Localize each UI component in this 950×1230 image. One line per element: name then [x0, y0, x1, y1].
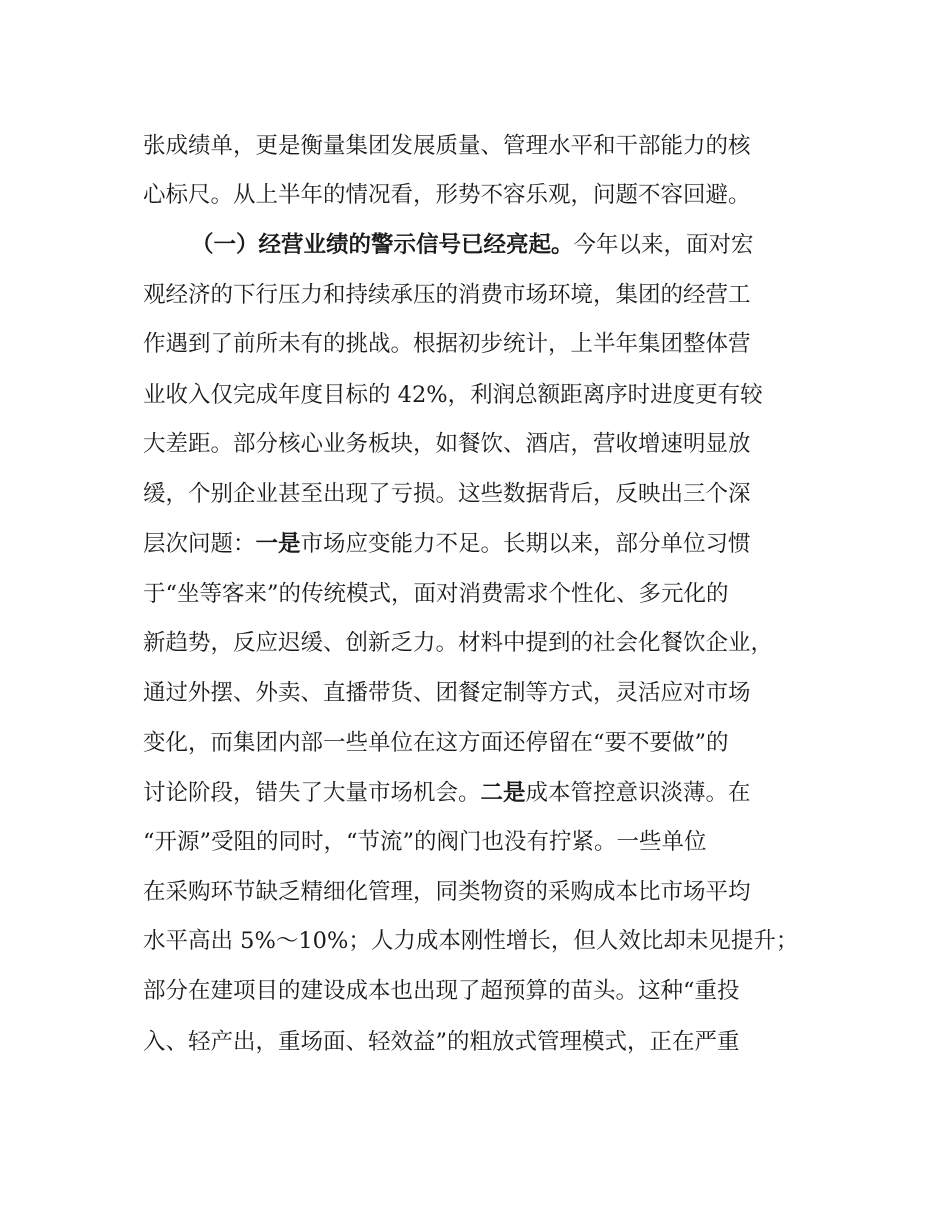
bold-text-segment: （一）经营业绩的警示信号已经亮起。 — [191, 232, 574, 258]
text-segment: 在采购环节缺乏精细化管理，同类物资的采购成本比市场平均 — [143, 879, 751, 905]
paragraph-line — [143, 1022, 813, 1062]
text-segment: 业收入仅完成年度目标的 42%，利润总额距离序时进度更有较 — [143, 382, 763, 408]
paragraph-line — [143, 822, 813, 862]
text-segment: 市场应变能力不足。长期以来，部分单位习惯 — [300, 531, 751, 557]
text-segment: 张成绩单，更是衡量集团发展质量、管理水平和干部能力的核 — [143, 133, 751, 159]
paragraph-line — [143, 921, 813, 961]
paragraph-line — [143, 275, 813, 315]
paragraph-line — [143, 375, 813, 415]
paragraph-line — [143, 723, 813, 763]
paragraph-line — [143, 971, 813, 1011]
text-segment: 今年以来，面对宏 — [573, 232, 754, 258]
paragraph-line — [143, 773, 813, 813]
paragraph-line — [191, 225, 813, 265]
text-segment: 成本管控意识淡薄。在 — [525, 780, 751, 806]
bold-text-segment: 二是 — [480, 780, 526, 806]
paragraph-line — [143, 524, 813, 564]
paragraph-line — [143, 673, 813, 713]
text-segment: 层次问题： — [143, 531, 256, 557]
text-segment: 部分在建项目的建设成本也出现了超预算的苗头。这种“重投 — [143, 978, 740, 1004]
paragraph-line — [143, 424, 813, 464]
text-segment: “开源”受阻的同时，“节流”的阀门也没有拧紧。一些单位 — [143, 829, 707, 855]
text-segment: 新趋势，反应迟缓、创新乏力。材料中提到的社会化餐饮企业， — [143, 630, 774, 656]
text-segment: 入、轻产出，重场面、轻效益”的粗放式管理模式，正在严重 — [143, 1029, 740, 1055]
text-segment: 于“坐等客来”的传统模式，面对消费需求个性化、多元化的 — [143, 581, 729, 607]
paragraph-line — [143, 872, 813, 912]
text-segment: 心标尺。从上半年的情况看，形势不容乐观，问题不容回避。 — [143, 182, 751, 208]
paragraph-line — [143, 574, 813, 614]
paragraph-line — [143, 474, 813, 514]
text-segment: 缓，个别企业甚至出现了亏损。这些数据背后，反映出三个深 — [143, 481, 751, 507]
text-segment: 变化，而集团内部一些单位在这方面还停留在“要不要做”的 — [143, 730, 729, 756]
text-segment: 观经济的下行压力和持续承压的消费市场环境，集团的经营工 — [143, 282, 751, 308]
paragraph-line — [143, 324, 813, 364]
text-segment: 作遇到了前所未有的挑战。根据初步统计，上半年集团整体营 — [143, 331, 751, 357]
bold-text-segment: 一是 — [255, 531, 301, 557]
text-segment: 通过外摆、外卖、直播带货、团餐定制等方式，灵活应对市场 — [143, 680, 751, 706]
paragraph-line — [143, 623, 813, 663]
text-segment: 水平高出 5%～10%；人力成本刚性增长，但人效比却未见提升； — [143, 928, 799, 954]
text-segment: 大差距。部分核心业务板块，如餐饮、酒店，营收增速明显放 — [143, 431, 751, 457]
paragraph-line — [143, 175, 813, 215]
text-segment: 讨论阶段，错失了大量市场机会。 — [143, 780, 481, 806]
paragraph-line — [143, 126, 813, 166]
